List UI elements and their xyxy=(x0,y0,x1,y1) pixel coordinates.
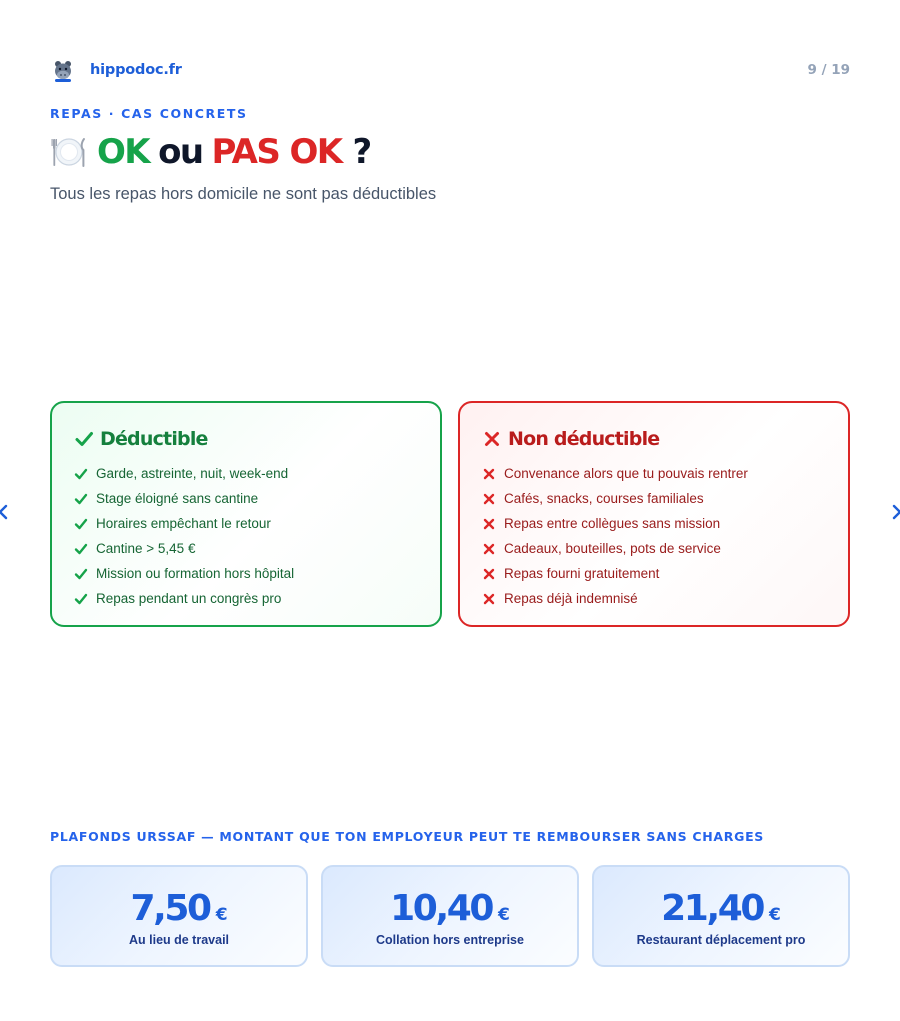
deductible-item-label: Mission ou formation hors hôpital xyxy=(96,566,295,581)
title-ou: ou xyxy=(158,132,203,172)
deductible-item xyxy=(74,561,418,586)
check-icon xyxy=(74,517,88,531)
page-title xyxy=(50,128,371,176)
deductible-item xyxy=(74,486,418,511)
deductible-list xyxy=(74,461,418,611)
plafond-amount xyxy=(130,888,227,929)
non-deductible-item-label: Cafés, snacks, courses familiales xyxy=(504,491,704,506)
check-icon xyxy=(74,492,88,506)
check-icon xyxy=(74,592,88,606)
title-question-mark: ? xyxy=(352,132,371,172)
plafond-currency: € xyxy=(498,904,510,925)
non-deductible-item-label: Convenance alors que tu pouvais rentrer xyxy=(504,466,748,481)
brand-name[interactable]: hippodoc.fr xyxy=(90,62,182,78)
plafond-label: Collation hors entreprise xyxy=(376,932,524,947)
non-deductible-item-label: Repas fourni gratuitement xyxy=(504,566,660,581)
cross-icon xyxy=(482,492,496,506)
plafond-currency: € xyxy=(215,904,228,925)
check-icon xyxy=(74,467,88,481)
non-deductible-item-label: Repas entre collègues sans mission xyxy=(504,516,721,531)
non-deductible-card xyxy=(458,401,850,627)
deductible-card-title: Déductible xyxy=(100,428,208,450)
check-icon xyxy=(74,567,88,581)
check-icon xyxy=(74,429,94,449)
cross-icon xyxy=(482,517,496,531)
non-deductible-item xyxy=(482,511,826,536)
page-subtitle: Tous les repas hors domicile ne sont pas déductibles xyxy=(50,185,437,203)
non-deductible-card-title: Non déductible xyxy=(508,428,660,450)
non-deductible-item-label: Cadeaux, bouteilles, pots de service xyxy=(504,541,721,556)
deductible-item-label: Stage éloigné sans cantine xyxy=(96,491,259,506)
chevron-right-icon[interactable] xyxy=(892,503,900,521)
plate-cutlery-icon xyxy=(50,133,88,171)
cross-icon xyxy=(482,567,496,581)
page-header xyxy=(50,56,850,84)
plafond-tile xyxy=(592,865,850,967)
plafond-tile xyxy=(50,865,308,967)
non-deductible-list xyxy=(482,461,826,611)
plafond-value: 10,40 xyxy=(390,887,493,929)
deductible-item-label: Cantine > 5,45 € xyxy=(96,541,196,556)
section-eyebrow: REPAS · CAS CONCRETS xyxy=(50,106,248,121)
cross-icon xyxy=(482,592,496,606)
plafond-amount xyxy=(661,888,781,929)
plafonds-label: PLAFONDS URSSAF — MONTANT QUE TON EMPLOYEUR PEUT TE REMBOURSER SANS CHARGES xyxy=(50,829,765,844)
deductible-card-header xyxy=(74,427,418,451)
plafonds-tiles xyxy=(50,865,850,967)
cross-icon xyxy=(482,542,496,556)
plafond-tile xyxy=(321,865,579,967)
deductible-item xyxy=(74,586,418,611)
non-deductible-item-label: Repas déjà indemnisé xyxy=(504,591,638,606)
plafond-amount xyxy=(390,888,510,929)
brand[interactable] xyxy=(50,57,182,83)
page-counter: 9 / 19 xyxy=(807,62,850,78)
chevron-left-icon[interactable] xyxy=(0,503,8,521)
cross-icon xyxy=(482,429,502,449)
check-icon xyxy=(74,542,88,556)
deductible-item-label: Horaires empêchant le retour xyxy=(96,516,271,531)
hippo-logo-icon xyxy=(50,57,76,83)
non-deductible-item xyxy=(482,486,826,511)
non-deductible-item xyxy=(482,461,826,486)
plafond-label: Au lieu de travail xyxy=(128,932,230,947)
plafond-label: Restaurant déplacement pro xyxy=(636,932,806,947)
non-deductible-item xyxy=(482,586,826,611)
deductible-item-label: Garde, astreinte, nuit, week-end xyxy=(96,466,289,481)
deductible-item xyxy=(74,461,418,486)
deductible-item xyxy=(74,536,418,561)
non-deductible-item xyxy=(482,561,826,586)
title-ok: OK xyxy=(97,132,150,172)
cross-icon xyxy=(482,467,496,481)
deductible-card xyxy=(50,401,442,627)
non-deductible-card-header xyxy=(482,427,826,451)
plafond-value: 7,50 xyxy=(130,887,210,929)
title-pas-ok: PAS OK xyxy=(211,132,342,172)
deductible-item-label: Repas pendant un congrès pro xyxy=(96,591,282,606)
plafond-value: 21,40 xyxy=(661,887,764,929)
deductible-item xyxy=(74,511,418,536)
non-deductible-item xyxy=(482,536,826,561)
plafond-currency: € xyxy=(769,904,781,925)
